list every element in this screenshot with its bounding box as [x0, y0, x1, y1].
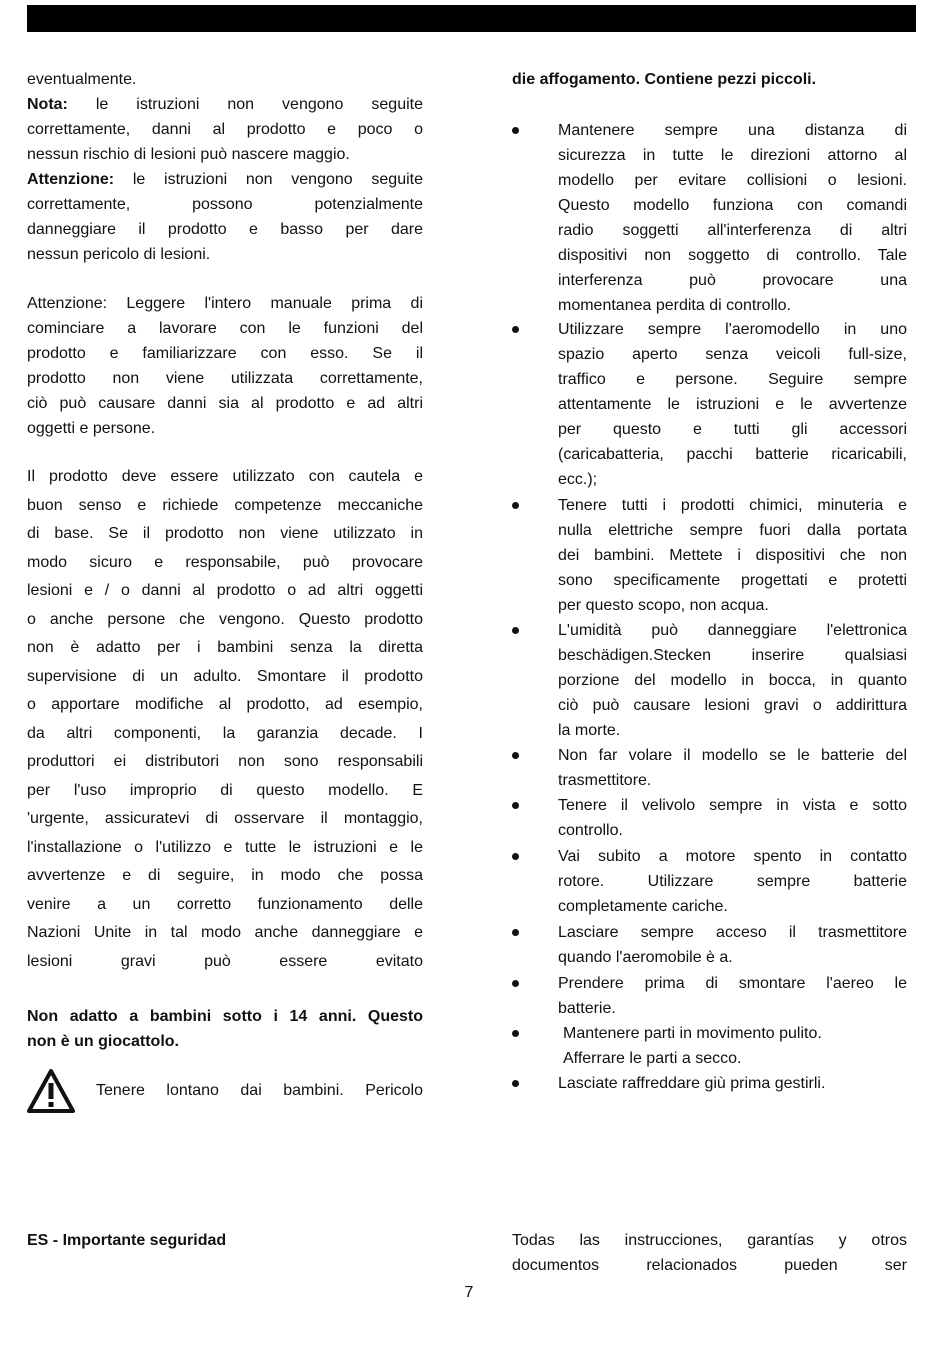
text-line: cominciare a lavorare con le funzioni del	[27, 320, 423, 337]
text-line: die affogamento. Contiene pezzi piccoli.	[512, 71, 817, 88]
text-line: Mantenere sempre una distanza di	[558, 122, 907, 139]
text-line: Prendere prima di smontare l'aereo le	[558, 975, 907, 992]
read-manual-paragraph	[27, 291, 423, 441]
text-line: buon senso e richiede competenze meccaniche	[27, 496, 423, 514]
bullet-icon	[512, 752, 519, 759]
text-line: Tenere lontano dai bambini. Pericolo	[96, 1082, 423, 1099]
text-line: (caricabatteria, pacchi batterie ricaricabili,	[558, 446, 907, 463]
paragraph-eventualmente	[27, 67, 423, 92]
bullet-icon	[512, 326, 519, 333]
bullet-text	[558, 920, 907, 970]
text-line: lesioni e / o danni al prodotto o ad altri oggetti	[27, 582, 423, 599]
text-line: traffico e persone. Seguire sempre	[558, 371, 907, 388]
text-line: quando l'aeromobile è a.	[558, 949, 733, 966]
text-line: momentanea perdita di controllo.	[558, 297, 792, 314]
text-line: la morte.	[558, 722, 621, 739]
bullet-icon	[512, 929, 519, 936]
text-line: rotore. Utilizzare sempre batterie	[558, 873, 907, 890]
bullet-icon	[512, 127, 519, 134]
text-line: nulla elettriche sempre fuori dalla portata	[558, 522, 907, 539]
bullet-text	[558, 317, 907, 492]
bullet-text	[558, 793, 907, 843]
keep-away-warning	[96, 1078, 423, 1103]
bullet-text	[558, 1071, 907, 1096]
text-line: sono specificamente progettati e protetti	[558, 572, 907, 589]
text-line: per questo scopo, non acqua.	[558, 597, 769, 614]
text-line: per l'uso improprio di questo modello. E	[27, 781, 423, 799]
text-line: correttamente, danni al prodotto e poco o	[27, 121, 423, 138]
line-text: le istruzioni non vengono seguite	[67, 96, 423, 113]
text-line: L'umidità può danneggiare l'elettronica	[558, 622, 907, 639]
bullet-icon	[512, 502, 519, 509]
lead-label: Attenzione:	[27, 171, 115, 188]
text-line: prodotto non viene utilizzata correttamente,	[27, 370, 423, 387]
bullet-icon	[512, 980, 519, 987]
text-line: lesioni gravi può essere evitato	[27, 952, 423, 970]
text-line: di base. Se il prodotto non viene utilizzato in	[27, 525, 423, 542]
todas-paragraph	[512, 1228, 907, 1278]
text-line: Non adatto a bambini sotto i 14 anni. Questo	[27, 1008, 423, 1025]
text-line	[27, 92, 423, 117]
text-line: completamente cariche.	[558, 898, 728, 915]
text-line: non è un giocattolo.	[27, 1033, 179, 1050]
bullet-icon	[512, 802, 519, 809]
text-line: ES - Importante seguridad	[27, 1232, 227, 1249]
text-line: Lasciate raffreddare giù prima gestirli.	[558, 1075, 826, 1092]
text-line: dispositivi non soggetto di controllo. Tale	[558, 247, 907, 264]
page-number: 7	[464, 1284, 474, 1301]
text-line: radio soggetti all'interferenza di altri	[558, 222, 907, 239]
text-line: Utilizzare sempre l'aeromodello in uno	[558, 321, 907, 338]
age-warning	[27, 1004, 423, 1054]
text-line: Vai subito a motore spento in contatto	[558, 848, 907, 865]
text-line: beschädigen.Stecken inserire qualsiasi	[558, 647, 907, 664]
bullet-text	[558, 971, 907, 1021]
text-line: interferenza può provocare una	[558, 272, 907, 289]
header-bar	[27, 5, 916, 32]
text-line: per questo e tutti gli accessori	[558, 421, 907, 438]
caution-paragraph	[27, 167, 423, 267]
text-line: porzione del modello in bocca, in quanto	[558, 672, 907, 689]
text-line: l'installazione o l'utilizzo e tutte le istruzioni e le	[27, 838, 423, 856]
text-line: spazio aperto senza veicoli full-size,	[558, 346, 907, 363]
text-line: da altri componenti, la garanzia decade. I	[27, 724, 423, 742]
bullet-icon	[512, 853, 519, 860]
lead-label: Nota:	[27, 96, 68, 113]
text-line: Attenzione: Leggere l'intero manuale prima di	[27, 295, 423, 312]
text-line: Questo modello funziona con comandi	[558, 197, 907, 214]
text-line: danneggiare il prodotto e basso per dare	[27, 221, 423, 238]
text-line: ciò può causare lesioni gravi o addirittura	[558, 697, 907, 714]
text-line: Mantenere parti in movimento pulito.	[563, 1025, 822, 1042]
bullet-text	[558, 118, 907, 318]
text-line	[27, 167, 423, 192]
es-section-heading	[27, 1228, 423, 1253]
text-line: dei bambini. Mettete i dispositivi che non	[558, 547, 907, 564]
warning-triangle-icon	[27, 1068, 75, 1114]
text-line: produttori ei distributori non sono responsabili	[27, 753, 423, 770]
text-line: Todas las instrucciones, garantías y otros	[512, 1232, 907, 1249]
text-line: oggetti e persone.	[27, 420, 156, 437]
text-line: prodotto e familiarizzare con esso. Se il	[27, 345, 423, 362]
text-line: correttamente, possono potenzialmente	[27, 196, 423, 213]
text-line: Lasciare sempre acceso il trasmettitore	[558, 924, 907, 941]
text-line: nessun pericolo di lesioni.	[27, 246, 211, 263]
line-text: le istruzioni non vengono seguite	[114, 171, 423, 188]
product-usage-paragraph	[27, 463, 423, 976]
note-paragraph	[27, 92, 423, 167]
text-line: 'urgente, assicuratevi di osservare il montaggio,	[27, 810, 423, 827]
text-line: o apportare modifiche al prodotto, ad esempio,	[27, 696, 423, 713]
text-line: documentos relacionados pueden ser	[512, 1257, 907, 1274]
text-line: avvertenze e di seguire, in modo che possa	[27, 867, 423, 884]
bullet-icon	[512, 627, 519, 634]
text-line: ciò può causare danni sia al prodotto e ad altri	[27, 395, 423, 412]
bullet-text	[558, 618, 907, 743]
bullet-text	[563, 1021, 912, 1071]
text-line: supervisione di un adulto. Smontare il prodotto	[27, 667, 423, 685]
text-line: modello per evitare collisioni o lesioni.	[558, 172, 907, 189]
text-line: Nazioni Unite in tal modo anche danneggiare e	[27, 924, 423, 941]
text-line: modo sicuro e responsabile, può provocare	[27, 553, 423, 571]
text-line: Tenere tutti i prodotti chimici, minuteria e	[558, 497, 907, 514]
text-line: eventualmente.	[27, 71, 137, 88]
bullet-text	[558, 844, 907, 919]
text-line: Non far volare il modello se le batterie del	[558, 747, 907, 764]
text-line: attentamente le istruzioni e le avvertenze	[558, 396, 907, 413]
text-line: Tenere il velivolo sempre in vista e sotto	[558, 797, 907, 814]
text-line: sicurezza in tutte le direzioni attorno al	[558, 147, 907, 164]
text-line: o anche persone che vengono. Questo prodotto	[27, 610, 423, 628]
bullet-icon	[512, 1080, 519, 1087]
bullet-text	[558, 493, 907, 618]
text-line: batterie.	[558, 1000, 616, 1017]
text-line: non è adatto per i bambini senza la diretta	[27, 639, 423, 656]
text-line: Il prodotto deve essere utilizzato con cautela e	[27, 468, 423, 485]
text-line: Afferrare le parti a secco.	[563, 1050, 742, 1067]
text-line: controllo.	[558, 822, 623, 839]
bullet-text	[558, 743, 907, 793]
text-line: ecc.);	[558, 471, 598, 488]
text-line: nessun rischio di lesioni può nascere maggio.	[27, 146, 350, 163]
bullet-icon	[512, 1030, 519, 1037]
small-parts-warning	[512, 67, 907, 92]
text-line: trasmettitore.	[558, 772, 652, 789]
text-line: venire a un corretto funzionamento delle	[27, 895, 423, 913]
